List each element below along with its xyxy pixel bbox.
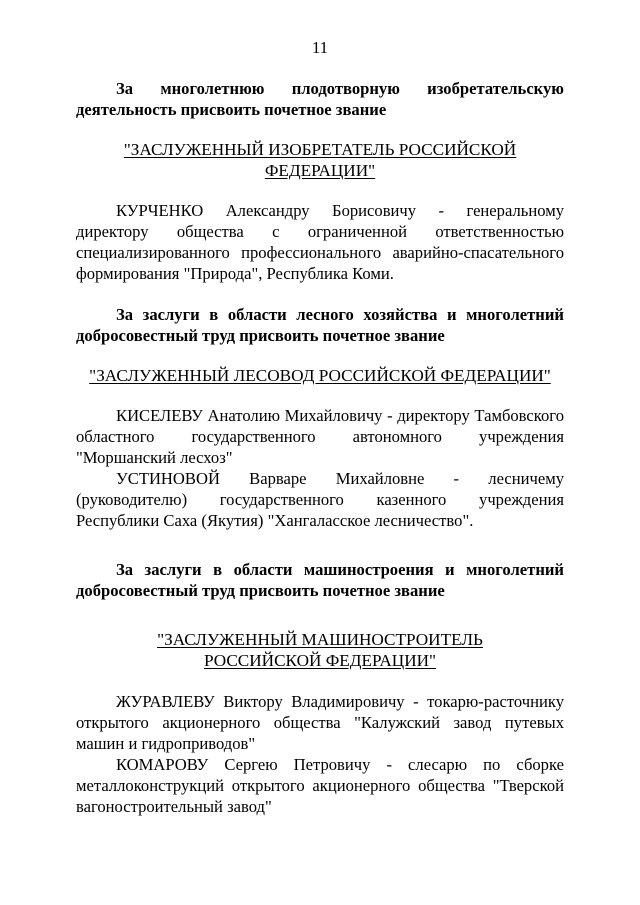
section-intro: За многолетнюю плодотворную изобретательскую деятельность присвоить почетное звание	[76, 79, 564, 119]
honorary-title	[76, 139, 564, 181]
section-intro: За заслуги в области лесного хозяйства и многолетний добросовестный труд присвоить почетное звание	[76, 305, 564, 345]
award-entry: КОМАРОВУ Сергею Петровичу - слесарю по сборке металлоконструкций открытого акционерного общества "Тверской вагоностроительный завод"	[76, 755, 564, 816]
honorary-title-line: "ЗАСЛУЖЕННЫЙ ЛЕСОВОД РОССИЙСКОЙ ФЕДЕРАЦИИ"	[89, 366, 551, 385]
award-entry: УСТИНОВОЙ Варваре Михайловне - лесничему (руководителю) государственного казенного учреждения Республики Саха (Якутия) "Хангаласское лесничество".	[76, 469, 564, 530]
award-entry: КИСЕЛЕВУ Анатолию Михайловичу - директору Тамбовского областного государственного автономного учреждения "Моршанский лесхоз"	[76, 406, 564, 467]
honorary-title-line: "ЗАСЛУЖЕННЫЙ ИЗОБРЕТАТЕЛЬ РОССИЙСКОЙ ФЕДЕРАЦИИ"	[123, 140, 517, 180]
honorary-title-line: РОССИЙСКОЙ ФЕДЕРАЦИИ"	[203, 651, 437, 670]
honorary-title-line: "ЗАСЛУЖЕННЫЙ МАШИНОСТРОИТЕЛЬ	[157, 630, 483, 649]
award-entry: КУРЧЕНКО Александру Борисовичу - генеральному директору общества с ограниченной ответственностью специализированного профессионального аварийно-спасательного формирования "Природа", Республика Коми.	[76, 201, 564, 283]
honorary-title	[76, 629, 564, 671]
award-entry: ЖУРАВЛЕВУ Виктору Владимировичу - токарю-расточнику открытого акционерного общества "Калужский завод путевых машин и гидроприводов"	[76, 692, 564, 753]
honorary-title	[76, 365, 564, 386]
document-page	[76, 30, 564, 817]
page-number: 11	[311, 38, 329, 57]
section-intro: За заслуги в области машиностроения и многолетний добросовестный труд присвоить почетное звание	[76, 560, 564, 600]
